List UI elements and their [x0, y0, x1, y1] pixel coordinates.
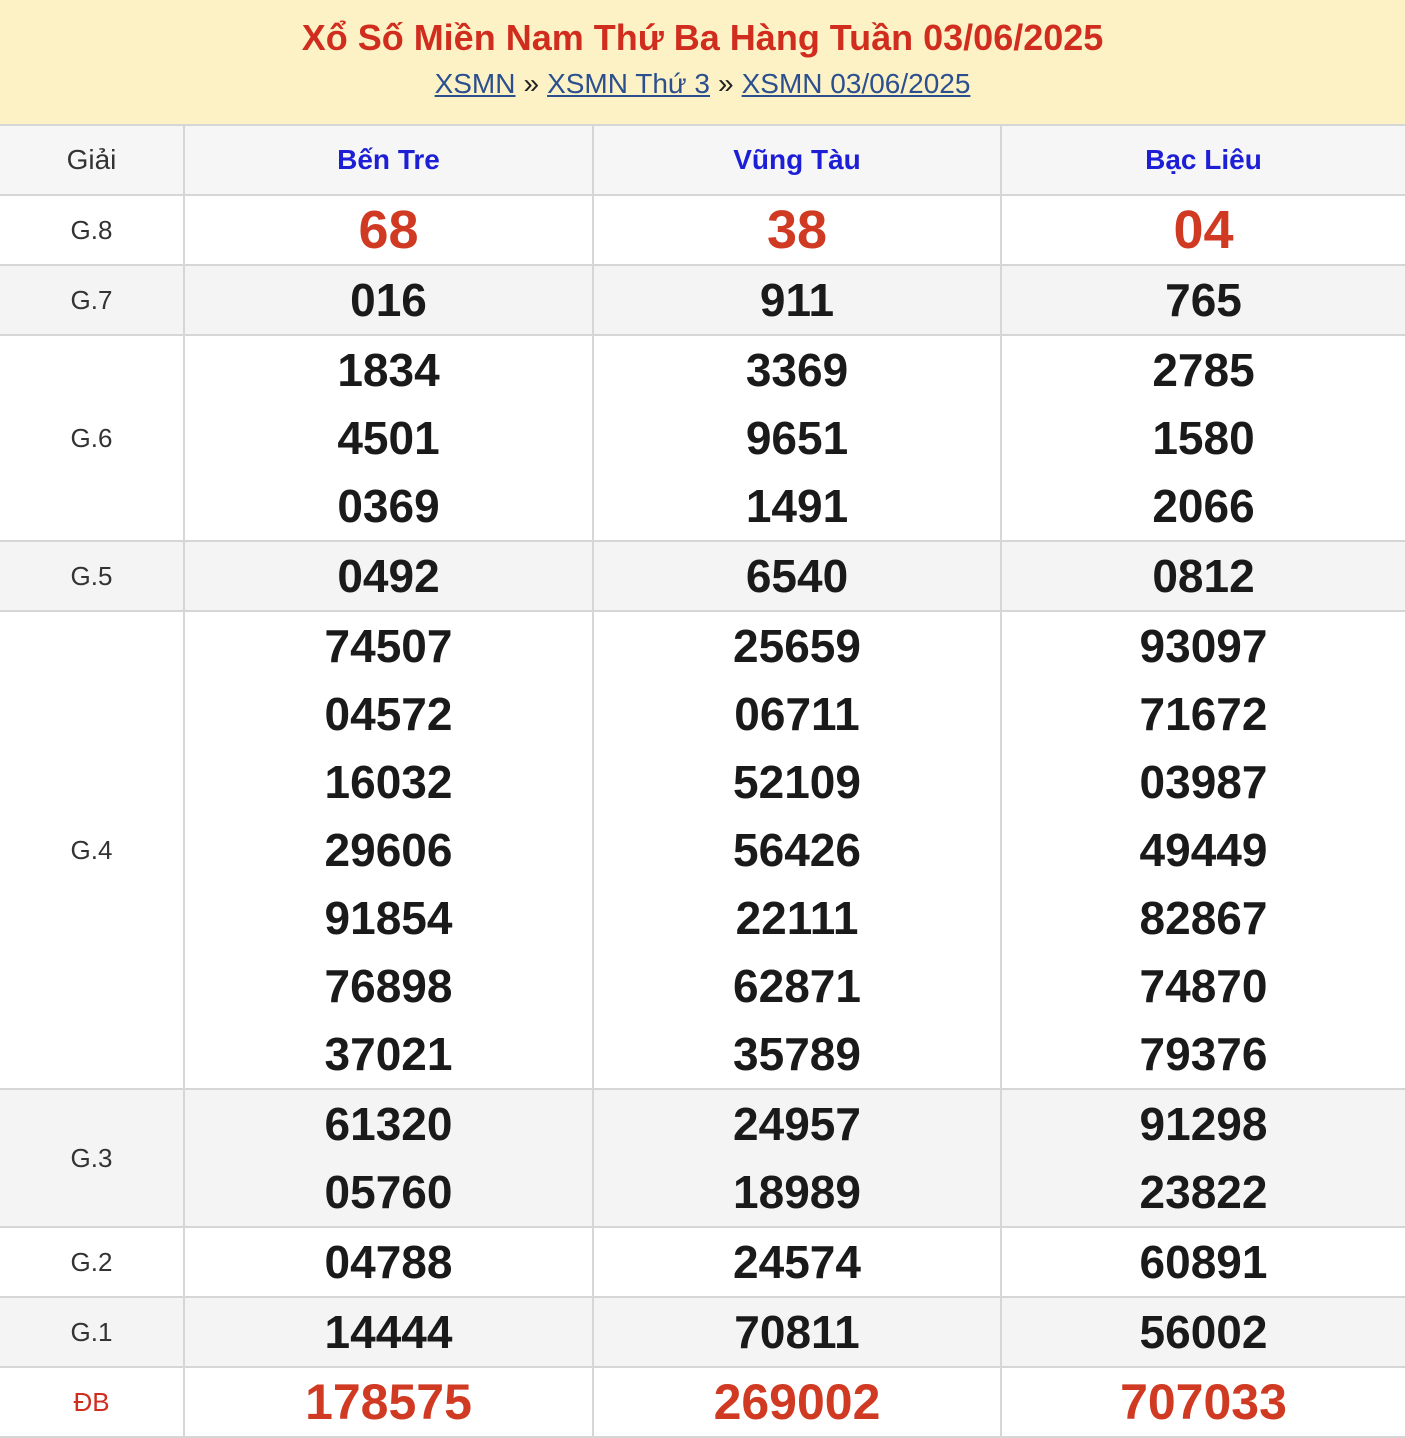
province-header-ben-tre[interactable]: Bến Tre [184, 125, 593, 195]
prize-label: ĐB [0, 1367, 184, 1437]
results-body [0, 195, 1405, 1437]
result-number: 24957 [733, 1098, 861, 1150]
result-cell [184, 265, 593, 335]
result-number: 06711 [734, 688, 860, 740]
result-number: 016 [350, 274, 427, 326]
prize-row [0, 541, 1405, 611]
result-number: 29606 [324, 824, 453, 876]
prize-row [0, 1367, 1405, 1437]
special-prize-number: 269002 [713, 1374, 881, 1430]
table-header-row [0, 125, 1405, 195]
province-header-bac-lieu[interactable]: Bạc Liêu [1001, 125, 1405, 195]
prize-label: G.8 [0, 195, 184, 265]
result-cell [1001, 335, 1405, 541]
result-number: 1580 [1152, 412, 1255, 464]
result-cell [184, 335, 593, 541]
prize-label: G.6 [0, 335, 184, 541]
result-number: 04 [1173, 200, 1234, 260]
prize-label: G.4 [0, 611, 184, 1089]
result-number: 6540 [745, 550, 849, 602]
result-cell [593, 541, 1001, 611]
result-number: 2066 [1152, 480, 1255, 532]
result-number: 1491 [745, 480, 849, 532]
result-number: 0369 [337, 480, 440, 532]
result-number: 05760 [324, 1166, 453, 1218]
result-number: 0492 [337, 550, 440, 602]
result-number: 74870 [1139, 960, 1268, 1012]
result-number: 16032 [324, 756, 453, 808]
page-header [0, 0, 1405, 124]
province-header-vung-tau[interactable]: Vũng Tàu [593, 125, 1001, 195]
result-number: 04788 [324, 1236, 453, 1288]
result-cell [593, 1367, 1001, 1437]
result-cell [184, 1227, 593, 1297]
result-number: 79376 [1139, 1028, 1268, 1080]
prize-row [0, 1227, 1405, 1297]
result-number: 37021 [324, 1028, 453, 1080]
result-cell [1001, 1227, 1405, 1297]
result-number: 18989 [733, 1166, 861, 1218]
result-cell [593, 1297, 1001, 1367]
result-cell [184, 1367, 593, 1437]
result-cell [184, 1297, 593, 1367]
result-number: 49449 [1139, 824, 1268, 876]
prize-row [0, 195, 1405, 265]
result-number: 23822 [1139, 1166, 1268, 1218]
result-cell [1001, 1089, 1405, 1227]
special-prize-number: 707033 [1120, 1374, 1287, 1430]
breadcrumb-link-xsmn-date[interactable]: XSMN 03/06/2025 [741, 68, 971, 99]
result-number: 68 [358, 200, 419, 260]
result-number: 911 [759, 274, 835, 326]
breadcrumb-link-xsmn-thu-3[interactable]: XSMN Thứ 3 [547, 68, 711, 99]
result-number: 76898 [324, 960, 453, 1012]
results-table [0, 124, 1405, 1438]
result-cell [184, 195, 593, 265]
result-cell [593, 1227, 1001, 1297]
result-number: 14444 [324, 1306, 453, 1358]
result-number: 2785 [1152, 344, 1255, 396]
result-number: 4501 [337, 412, 440, 464]
result-number: 25659 [733, 620, 861, 672]
result-number: 74507 [324, 620, 453, 672]
result-cell [1001, 1367, 1405, 1437]
result-number: 03987 [1139, 756, 1268, 808]
result-number: 22111 [735, 892, 859, 944]
prize-row [0, 1089, 1405, 1227]
result-number: 35789 [733, 1028, 861, 1080]
result-number: 61320 [324, 1098, 453, 1150]
result-number: 1834 [337, 344, 440, 396]
breadcrumb [0, 66, 1405, 102]
result-number: 765 [1165, 274, 1242, 326]
prize-label: G.2 [0, 1227, 184, 1297]
result-number: 04572 [324, 688, 453, 740]
result-number: 70811 [734, 1306, 860, 1358]
result-cell [1001, 1297, 1405, 1367]
result-cell [184, 541, 593, 611]
result-cell [593, 1089, 1001, 1227]
result-number: 82867 [1139, 892, 1268, 944]
result-number: 38 [766, 200, 828, 260]
prize-row [0, 265, 1405, 335]
breadcrumb-separator: » [523, 68, 540, 99]
result-number: 91298 [1139, 1098, 1268, 1150]
prize-row [0, 335, 1405, 541]
result-cell [184, 1089, 593, 1227]
result-cell [593, 611, 1001, 1089]
result-cell [1001, 265, 1405, 335]
prize-column-header: Giải [0, 125, 184, 195]
result-number: 52109 [733, 756, 861, 808]
breadcrumb-link-xsmn[interactable]: XSMN [434, 68, 516, 99]
result-cell [593, 265, 1001, 335]
result-cell [1001, 541, 1405, 611]
result-number: 3369 [745, 344, 849, 396]
page-title: Xổ Số Miền Nam Thứ Ba Hàng Tuần 03/06/2025 [301, 17, 1104, 58]
result-cell [593, 195, 1001, 265]
result-number: 60891 [1139, 1236, 1268, 1288]
special-prize-number: 178575 [305, 1374, 472, 1430]
result-number: 62871 [733, 960, 861, 1012]
result-number: 56002 [1139, 1306, 1268, 1358]
result-number: 93097 [1139, 620, 1268, 672]
result-cell [1001, 195, 1405, 265]
result-number: 91854 [324, 892, 453, 944]
result-cell [593, 335, 1001, 541]
result-number: 56426 [733, 824, 861, 876]
result-number: 0812 [1152, 550, 1255, 602]
prize-label: G.5 [0, 541, 184, 611]
prize-label: G.3 [0, 1089, 184, 1227]
prize-label: G.7 [0, 265, 184, 335]
prize-label: G.1 [0, 1297, 184, 1367]
result-number: 24574 [733, 1236, 861, 1288]
result-number: 9651 [745, 412, 849, 464]
result-number: 71672 [1139, 688, 1268, 740]
breadcrumb-separator: » [718, 68, 734, 99]
prize-row [0, 611, 1405, 1089]
result-cell [1001, 611, 1405, 1089]
result-cell [184, 611, 593, 1089]
prize-row [0, 1297, 1405, 1367]
